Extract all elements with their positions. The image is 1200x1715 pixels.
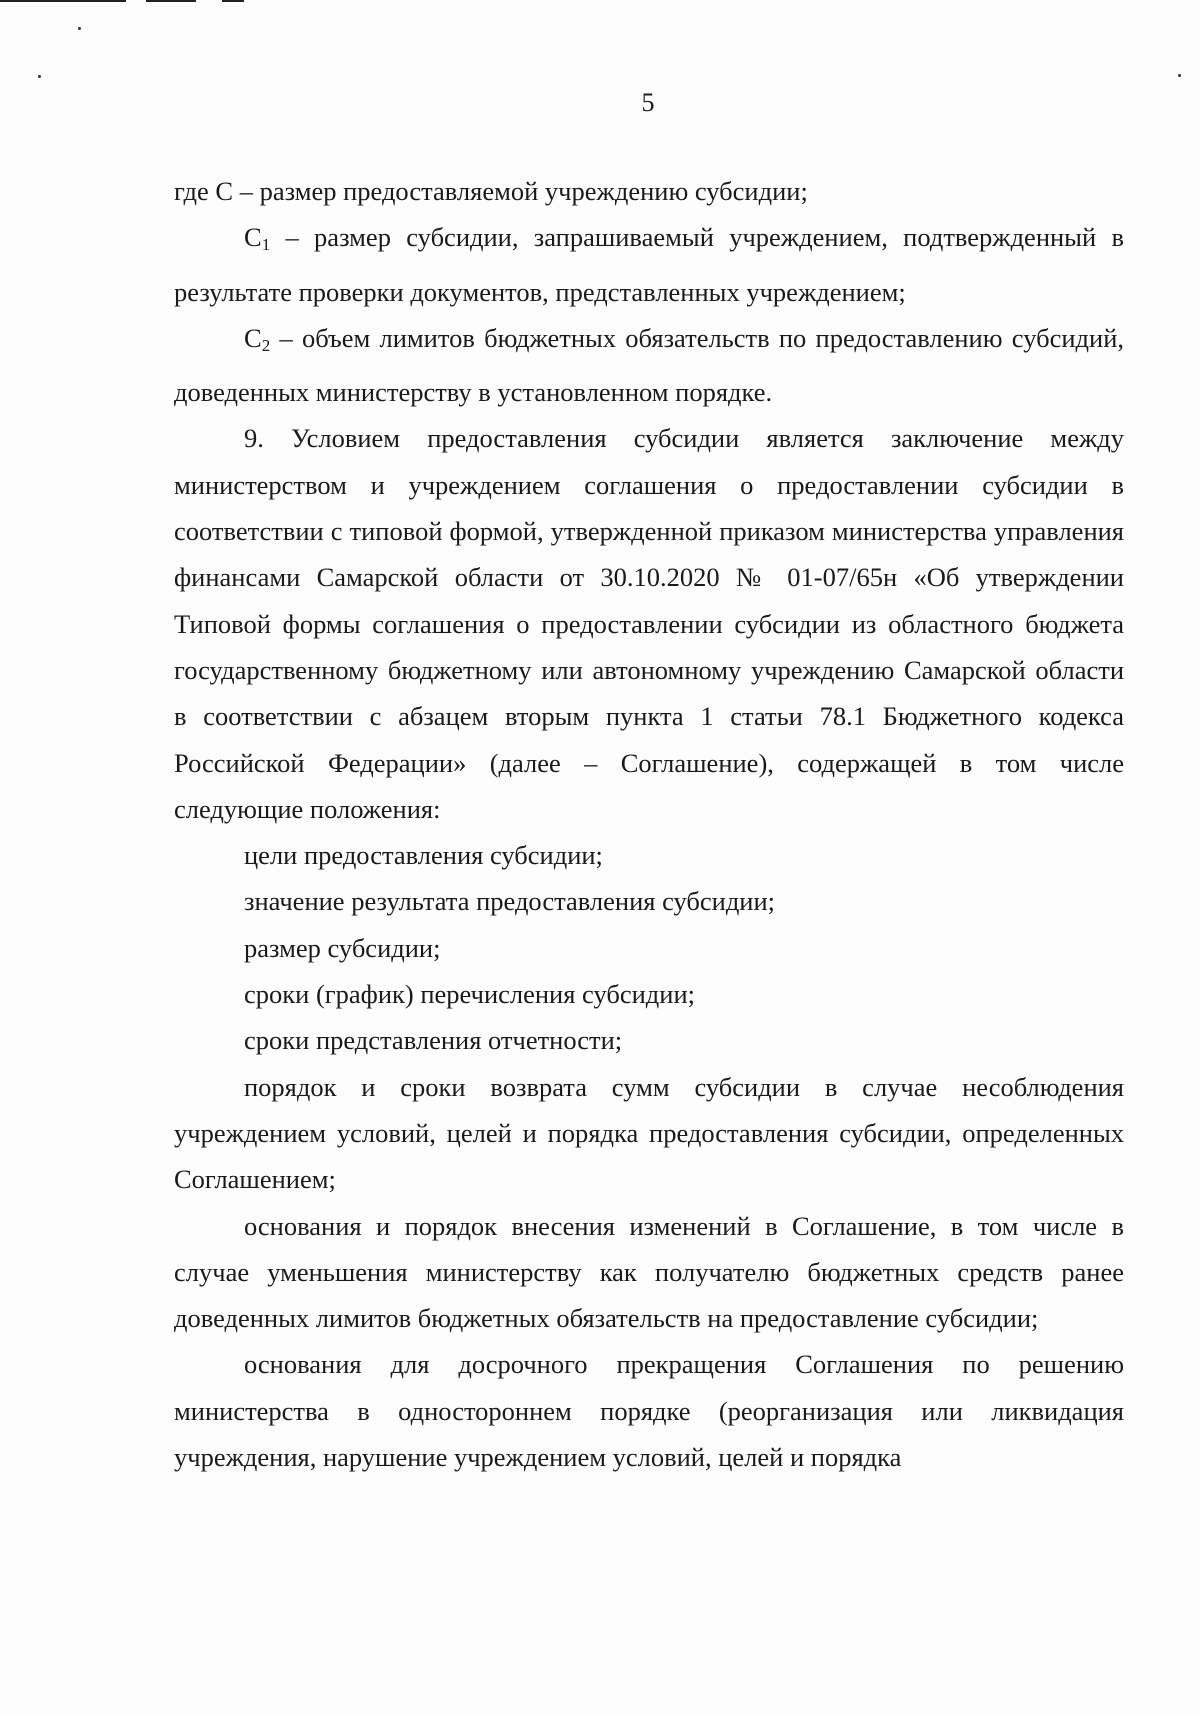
paragraph [174, 214, 1124, 315]
symbol: С [244, 222, 262, 253]
subscript: 1 [261, 235, 271, 255]
scan-mark [0, 0, 126, 2]
list-item: цели предоставления субсидии; [244, 840, 603, 871]
scan-mark [146, 0, 196, 2]
page-number: 5 [641, 88, 655, 117]
list-item: значение результата предоставления субсидии; [244, 886, 776, 917]
paragraph: где С – размер предоставляемой учреждению субсидии; [174, 176, 808, 206]
subscript: 2 [261, 335, 271, 355]
paragraph-text: – объем лимитов бюджетных обязательств по предоставлению субсидий, доведенных министерству в установленном порядке. [174, 322, 1124, 408]
scan-speck [78, 27, 81, 30]
paragraph: основания для досрочного прекращения Соглашения по решению министерства в одностороннем порядке (реорганизация или ликвидация учреждения, нарушение учреждением условий, целей и порядка [174, 1349, 1124, 1473]
paragraph-text: – размер субсидии, запрашиваемый учреждением, подтвержденный в результате проверки документов, представленных учреждением; [174, 222, 1124, 307]
paragraph [174, 315, 1124, 416]
scan-speck [1178, 74, 1181, 77]
scan-speck [38, 75, 41, 78]
list-item: размер субсидии; [244, 932, 441, 963]
list-item: сроки (график) перечисления субсидии; [244, 979, 696, 1010]
paragraph: 9. Условием предоставления субсидии является заключение между министерством и учреждением соглашения о предоставлении субсидии в соответствии с типовой формой, утвержденной приказом министерства управления финансами Самарской области от 30.10.2020 № 01-07/65н «Об утверждении Типовой формы соглашения о предоставлении субсидии из областного бюджета государственному бюджетному или автономному учреждению Самарской области в соответствии с абзацем вторым пункта 1 статьи 78.1 Бюджетного кодекса Российской Федерации» (далее – Соглашение), содержащей в том числе следующие положения: [174, 423, 1124, 824]
paragraph: основания и порядок внесения изменений в Соглашение, в том числе в случае уменьшения министерству как получателю бюджетных средств ранее доведенных лимитов бюджетных обязательств на предоставление субсидии; [174, 1210, 1124, 1334]
list-item: сроки представления отчетности; [244, 1025, 623, 1056]
symbol: С [244, 322, 262, 353]
paragraph: порядок и сроки возврата сумм субсидии в случае несоблюдения учреждением условий, целей и порядка предоставления субсидии, определенных Соглашением; [174, 1071, 1124, 1195]
scan-mark [222, 0, 244, 2]
document-body [174, 168, 1124, 1480]
